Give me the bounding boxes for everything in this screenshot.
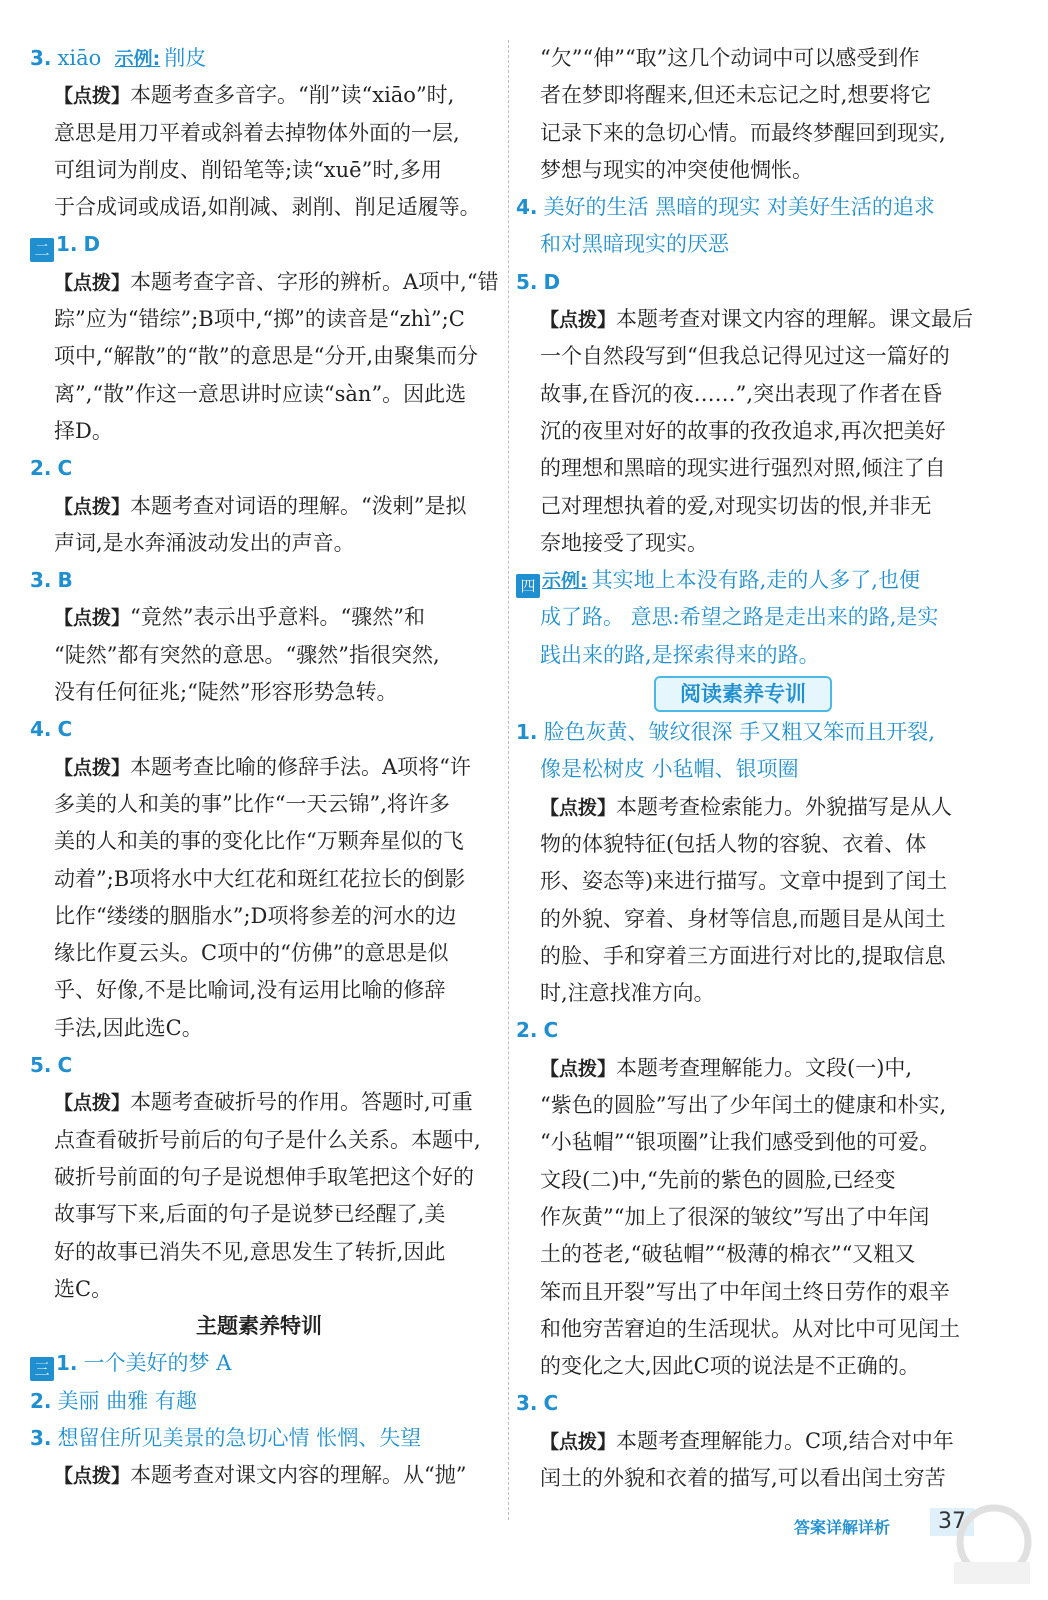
section-two-icon: 二	[30, 238, 54, 262]
hint-line: 【点拨】本题考查破折号的作用。答题时,可重	[54, 1090, 473, 1115]
text-line: 故事写下来,后面的句子是说梦已经醒了,美	[54, 1202, 446, 1227]
text-line: 踪”应为“错综”;B项中,“掷”的读音是“zhì”;C	[54, 307, 465, 332]
column-divider	[508, 40, 509, 1520]
answer-q4-cont: 和对黑暗现实的厌恶	[540, 232, 729, 257]
footer-label: 答案详解详析	[794, 1518, 891, 1537]
text-line: 点查看破折号前后的句子是什么关系。本题中,	[54, 1127, 481, 1152]
text-line: 没有任何征兆;“陡然”形容形势急转。	[54, 680, 398, 705]
section-two-q4: 4. C	[30, 717, 73, 742]
text-line: 动着”;B项将水中大红花和斑红花拉长的倒影	[54, 866, 466, 891]
text-line: “陡然”都有突然的意思。“骤然”指很突然,	[54, 642, 440, 667]
text-line: 手法,因此选C。	[54, 1015, 203, 1040]
text-line: 乎、好像,不是比喻词,没有运用比喻的修辞	[54, 978, 446, 1003]
text-line: 记录下来的急切心情。而最终梦醒回到现实,	[540, 120, 946, 145]
section-four-cont: 成了路。 意思:希望之路是走出来的路,是实	[540, 605, 939, 630]
text-line: 土的苍老,“破毡帽”“极薄的棉衣”“又粗又	[540, 1242, 916, 1267]
left-column	[30, 40, 499, 1495]
text-line: 作灰黄”“加上了很深的皱纹”写出了中年闰	[540, 1204, 930, 1229]
section-three-q1: 三 1. 一个美好的梦 A	[30, 1345, 488, 1382]
watermark-icon	[944, 1496, 1034, 1592]
reading-section-title: 阅读素养专训	[654, 676, 832, 712]
text-line: “紫色的圆脸”写出了少年闰土的健康和朴实,	[540, 1093, 947, 1118]
text-line: 闰土的外貌和衣着的描写,可以看出闰土穷苦	[540, 1465, 946, 1490]
text-line: 形、姿态等)来进行描写。文章中提到了闰土	[540, 869, 948, 894]
reading-q2: 2. C	[516, 1018, 559, 1043]
example-label: 示例:	[542, 570, 588, 593]
section-three-q3: 3. 想留住所见美景的急切心情 怅惘、失望	[30, 1425, 422, 1450]
answer-q4: 4. 美好的生活 黑暗的现实 对美好生活的追求	[516, 195, 935, 220]
section-two-q2: 2. C	[30, 456, 73, 481]
hint-line: 【点拨】本题考查对词语的理解。“泼剌”是拟	[54, 493, 467, 518]
text-line: 可组词为削皮、削铅笔等;读“xuē”时,多用	[54, 157, 443, 182]
text-line: 沉的夜里对好的故事的孜孜追求,再次把美好	[540, 418, 946, 443]
text-line: 缘比作夏云头。C项中的“仿佛”的意思是似	[54, 941, 449, 966]
reading-q1: 1. 脸色灰黄、皱纹很深 手又粗又笨而且开裂,	[516, 720, 935, 745]
text-line: 时,注意找准方向。	[540, 981, 715, 1006]
text-line: 一个自然段写到“但我总记得见过这一篇好的	[540, 344, 950, 369]
text-line: 的变化之大,因此C项的说法是不正确的。	[540, 1354, 920, 1379]
text-line: 奈地接受了现实。	[540, 530, 708, 555]
text-line: 梦想与现实的冲突使他惆怅。	[540, 157, 813, 182]
section-two-q5: 5. C	[30, 1053, 73, 1078]
text-line: 美的人和美的事的变化比作“万颗奔星似的飞	[54, 829, 464, 854]
hint-line: 【点拨】本题考查对课文内容的理解。课文最后	[540, 307, 974, 332]
text-line: 己对理想执着的爱,对现实切齿的恨,并非无	[540, 493, 932, 518]
text-line: 意思是用刀平着或斜着去掉物体外面的一层,	[54, 120, 460, 145]
text-line: 选C。	[54, 1276, 113, 1301]
text-line: 笨而且开裂”写出了中年闰土终日劳作的艰辛	[540, 1279, 950, 1304]
hint-line: 【点拨】本题考查对课文内容的理解。从“抛”	[54, 1463, 467, 1488]
text-line: 好的故事已消失不见,意思发生了转折,因此	[54, 1239, 446, 1264]
text-line: 择D。	[54, 418, 113, 443]
section-two-q1: 二 1. D	[30, 226, 488, 263]
text-line: 离”,“散”作这一意思讲时应读“sàn”。因此选	[54, 381, 467, 406]
hint-line: 【点拨】“竟然”表示出乎意料。“骤然”和	[54, 605, 425, 630]
text-line: 的理想和黑暗的现实进行强烈对照,倾注了自	[540, 456, 946, 481]
text-line: 项中,“解散”的“散”的意思是“分开,由聚集而分	[54, 344, 479, 369]
text-line: 比作“缕缕的胭脂水”;D项将参差的河水的边	[54, 903, 457, 928]
hint-line: 【点拨】本题考查理解能力。C项,结合对中年	[540, 1428, 954, 1453]
section-two-q3: 3. B	[30, 568, 73, 593]
hint-line: 【点拨】本题考查检索能力。外貌描写是从人	[540, 794, 953, 819]
reading-q1-cont: 像是松树皮 小毡帽、银项圈	[540, 757, 799, 782]
section-three-icon: 三	[30, 1357, 54, 1381]
text-line: 的外貌、穿着、身材等信息,而题目是从闰土	[540, 906, 946, 931]
page-number: 37	[930, 1508, 974, 1536]
answer-q5: 5. D	[516, 269, 561, 294]
hint-line: 【点拨】本题考查字音、字形的辨析。A项中,“错	[54, 269, 499, 294]
hint-line: 【点拨】本题考查多音字。“削”读“xiāo”时,	[54, 83, 455, 108]
text-line: “欠”“伸”“取”这几个动词中可以感受到作	[540, 46, 920, 70]
text-line: “小毡帽”“银项圈”让我们感受到他的可爱。	[540, 1130, 940, 1155]
hint-line: 【点拨】本题考查比喻的修辞手法。A项将“许	[54, 754, 471, 779]
section-four-icon: 四	[516, 574, 540, 598]
hint-tag: 【点拨】	[54, 85, 131, 108]
text-line: 于合成词或成语,如削减、剥削、削足适履等。	[54, 195, 481, 220]
section-four-cont: 践出来的路,是探索得来的路。	[540, 642, 820, 667]
theme-section-title: 主题素养特训	[196, 1314, 322, 1339]
section-three-q2: 2. 美丽 曲雅 有趣	[30, 1388, 197, 1413]
text-line: 文段(二)中,“先前的紫色的圆脸,已经变	[540, 1167, 896, 1192]
text-line: 的脸、手和穿着三方面进行对比的,提取信息	[540, 943, 946, 968]
reading-section-banner	[516, 674, 970, 714]
text-line: 物的体貌特征(包括人物的容貌、衣着、体	[540, 831, 927, 856]
example-label: 示例:	[114, 48, 161, 70]
text-line: 和他穷苦窘迫的生活现状。从对比中可见闰土	[540, 1316, 960, 1341]
reading-q3: 3. C	[516, 1391, 559, 1416]
text-line: 多美的人和美的事”比作“一天云锦”,将许多	[54, 791, 450, 816]
text-line: 者在梦即将醒来,但还未忘记之时,想要将它	[540, 83, 932, 108]
answer-q3: 3. xiāo 示例: 削皮	[30, 46, 207, 70]
text-line: 声词,是水奔涌波动发出的声音。	[54, 530, 355, 555]
text-line: 故事,在昏沉的夜……”,突出表现了作者在昏	[540, 381, 943, 406]
right-column	[516, 40, 974, 1497]
text-line: 破折号前面的句子是说想伸手取笔把这个好的	[54, 1164, 474, 1189]
hint-line: 【点拨】本题考查理解能力。文段(一)中,	[540, 1055, 913, 1080]
section-four-answer: 四 示例: 其实地上本没有路,走的人多了,也便	[516, 562, 970, 599]
